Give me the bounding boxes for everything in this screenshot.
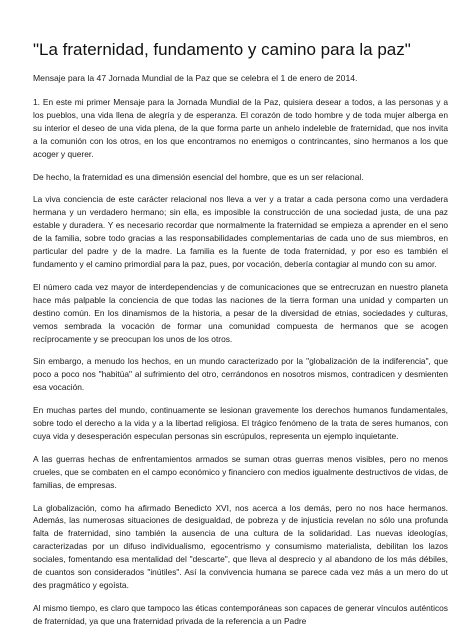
document-title: "La fraternidad, fundamento y camino para la paz"	[33, 40, 411, 59]
paragraph: Al mismo tiempo, es claro que tampoco las éticas contemporáneas son capaces de generar vínculos auténticos de fraternidad, ya que una fraternidad privada de la referencia a un Padre	[33, 602, 448, 626]
paragraph: En muchas partes del mundo, continuamente se lesionan gravemente los derechos humanos fundamentales, sobre todo el derecho a la vida y a la libertad religiosa. El trágico fenómeno de la trata de seres humanos, con cuya vida y desesperación especulan personas sin escrúpulos, representa un ejemplo inquietante.	[33, 405, 448, 441]
paragraph: De hecho, la fraternidad es una dimensión esencial del hombre, que es un ser relacional.	[33, 171, 364, 182]
paragraph: El número cada vez mayor de interdependencias y de comunicaciones que se entrecruzan en nuestro planeta hace más palpable la conciencia de que todas las naciones de la tierra forman una unidad y comparten un destino común. En los dinamismos de la historia, a pesar de la diversidad de etnias, sociedades y culturas, vemos sembrada la vocación de formar una comunidad compuesta de hermanos que se acogen recíprocamente y se preocupan los unos de los otros.	[33, 281, 448, 344]
paragraph: La viva conciencia de este carácter relacional nos lleva a ver y a tratar a cada persona como una verdadera hermana y un verdadero hermano; sin ella, es imposible la construcción de una sociedad justa, de una paz estable y duradera. Y es necesario recordar que normalmente la fraternidad se empieza a aprender en el seno de la familia, sobre todo gracias a las responsabilidades complementarias de cada uno de sus miembros, en particular del padre y de la madre. La familia es la fuente de toda fraternidad, y por eso es también el fundamento y el camino primordial para la paz, pues, por vocación, debería contagiar al mundo con su amor.	[33, 194, 448, 269]
paragraph: La globalización, como ha afirmado Benedicto XVI, nos acerca a los demás, pero no nos hace hermanos. Además, las numerosas situaciones de desigualdad, de pobreza y de injusticia revelan no sólo una profunda falta de fraternidad, sino también la ausencia de una cultura de la solidaridad. Las nuevas ideologías, caracterizadas por un difuso individualismo, egocentrismo y consumismo materialista, debilitan los lazos sociales, fomentando esa mentalidad del "descarte", que lleva al desprecio y al abandono de los más débiles, de cuantos son considerados "inútiles". Así la convivencia humana se parece cada vez más a un mero do ut des pragmático y egoísta.	[33, 502, 448, 590]
paragraph: 1. En este mi primer Mensaje para la Jornada Mundial de la Paz, quisiera desear a todos, a las personas y a los pueblos, una vida llena de alegría y de esperanza. El corazón de todo hombre y de toda mujer alberga en su interior el deseo de una vida plena, de la que forma parte un anhelo indeleble de fraternidad, que nos invita a la comunión con los otros, en los que encontramos no enemigos o contrincantes, sino hermanos a los que acoger y querer.	[33, 97, 448, 159]
paragraph: A las guerras hechas de enfrentamientos armados se suman otras guerras menos visibles, pero no menos crueles, que se combaten en el campo económico y financiero con medios igualmente destructivos de vidas, de familias, de empresas.	[33, 453, 448, 490]
document-subtitle: Mensaje para la 47 Jornada Mundial de la Paz que se celebra el 1 de enero de 2014.	[33, 73, 358, 83]
document-body	[33, 96, 448, 628]
paragraph: Sin embargo, a menudo los hechos, en un mundo caracterizado por la "globalización de la indiferencia", que poco a poco nos "habitúa" al sufrimiento del otro, cerrándonos en nosotros mismos, contradicen y desmienten esa vocación.	[33, 356, 448, 393]
